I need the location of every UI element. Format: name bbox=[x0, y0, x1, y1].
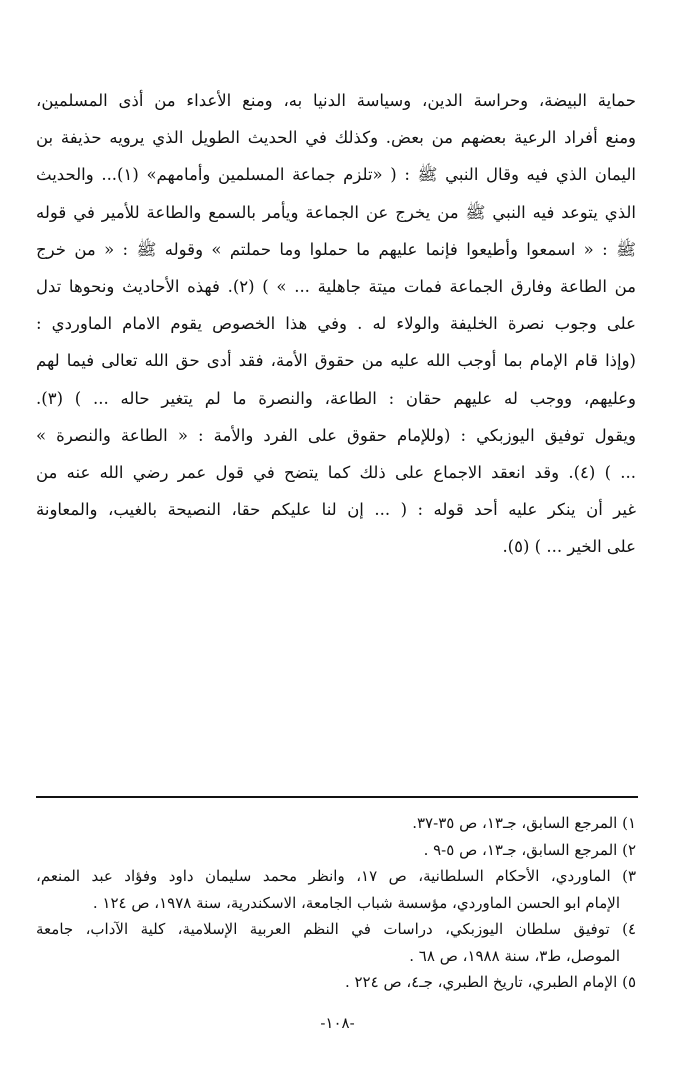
footnote: ٤) توفيق سلطان اليوزبكي، دراسات في النظم العربية الإسلامية، كلية الآداب، جامعة bbox=[36, 920, 636, 938]
text-line: على الخير ... ) (٥). bbox=[502, 537, 636, 557]
text-line: (وإذا قام الإمام بما أوجب الله عليه من حقوق الأمة، فقد أدى حق الله تعالى فيما لهم bbox=[36, 351, 636, 371]
footnote-continuation: الموصل، ط٣، سنة ١٩٨٨، ص ٦٨ . bbox=[409, 946, 620, 965]
footnote: ٢) المرجع السابق، جـ١٣، ص ٥-٩ . bbox=[423, 840, 636, 859]
footnote: ٥) الإمام الطبري، تاريخ الطبري، جـ٤، ص ٢٢٤ . bbox=[344, 973, 636, 991]
page-number: -١٠٨- bbox=[320, 1014, 355, 1032]
text-line: ومنع أفراد الرعية بعضهم من بعض. وكذلك في الحديث الطويل الذي يرويه حذيفة بن bbox=[36, 128, 636, 148]
text-line: غير أن ينكر عليه أحد قوله : ( ... إن لنا عليكم حقا، النصيحة بالغيب، والمعاونة bbox=[36, 500, 636, 520]
text-line: على وجوب نصرة الخليفة والولاء له . وفي هذا الخصوص يقوم الامام الماوردي : bbox=[36, 314, 636, 334]
text-line: وعليهم، ووجب له عليهم حقان : الطاعة، والنصرة ما لم يتغير حاله ... ) (٣). bbox=[36, 388, 636, 408]
text-line: حماية البيضة، وحراسة الدين، وسياسة الدنيا به، ومنع الأعداء من أذى المسلمين، bbox=[36, 91, 636, 110]
footnote: ١) المرجع السابق، جـ١٣، ص ٣٥-٣٧. bbox=[412, 814, 636, 832]
footnote-separator bbox=[36, 796, 638, 798]
text-line: ... ) (٤). وقد انعقد الاجماع على ذلك كما يتضح في قول عمر رضي الله عنه من bbox=[36, 462, 636, 482]
footnote-continuation: الإمام ابو الحسن الماوردي، مؤسسة شباب الجامعة، الاسكندرية، سنة ١٩٧٨، ص ١٢٤ . bbox=[92, 893, 620, 912]
text-line: ﷺ : « اسمعوا وأطيعوا فإنما عليهم ما حملوا وما حملتم » وقوله ﷺ : « من خرج bbox=[36, 239, 636, 259]
main-text bbox=[36, 82, 636, 565]
text-line: الذي يتوعد فيه النبي ﷺ من يخرج عن الجماعة ويأمر بالسمع والطاعة للأمير في قوله bbox=[36, 202, 636, 222]
text-line: اليمان الذي فيه وقال النبي ﷺ : ( «تلزم جماعة المسلمين وأمامهم» (١)... والحديث bbox=[36, 165, 636, 185]
text-line: ويقول توفيق اليوزبكي : (وللإمام حقوق على الفرد والأمة : « الطاعة والنصرة » bbox=[36, 425, 636, 445]
footnote: ٣) الماوردي، الأحكام السلطانية، ص ١٧، وانظر محمد سليمان داود وفؤاد عبد المنعم، bbox=[36, 867, 636, 885]
text-line: من الطاعة وفارق الجماعة فمات ميتة جاهلية ... » ) (٢). فهذه الأحاديث ونحوها تدل bbox=[36, 276, 636, 296]
footnotes bbox=[36, 810, 636, 996]
